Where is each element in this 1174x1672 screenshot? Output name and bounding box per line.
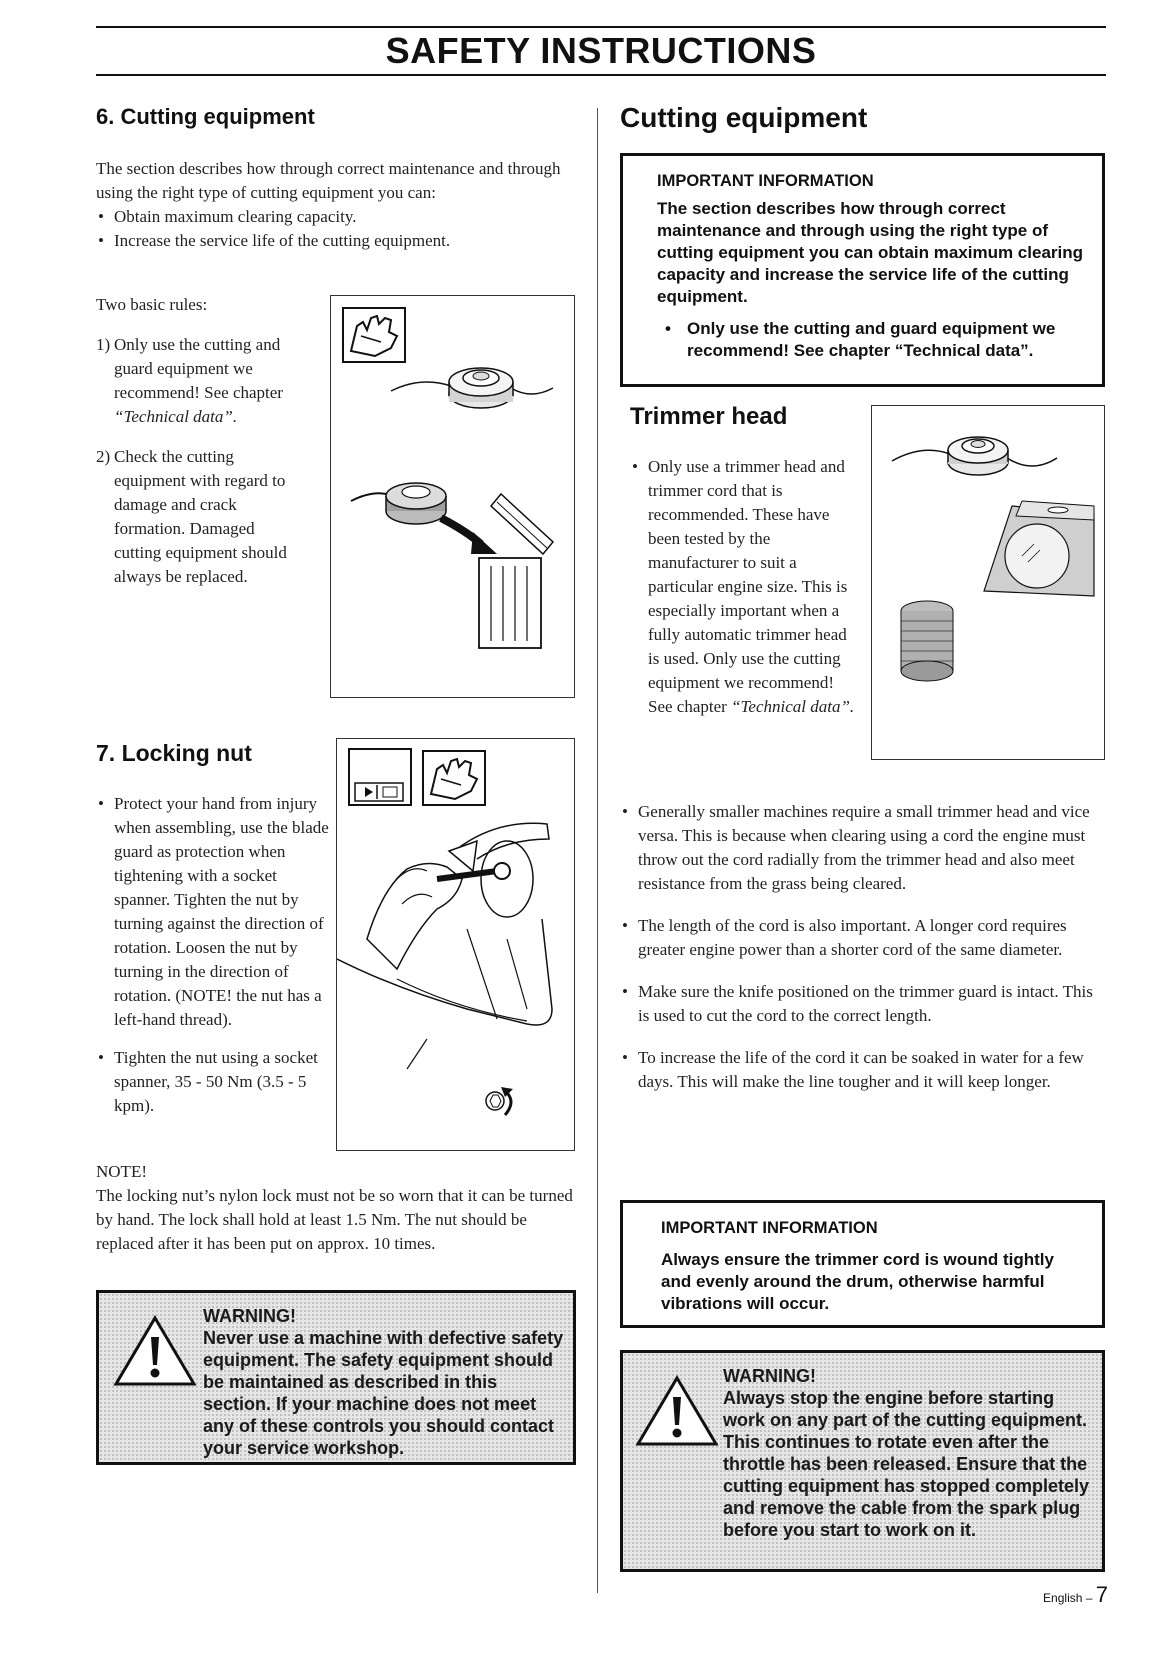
trimmer-bullets-block [620,800,1105,1094]
trimmer-head-icon [391,368,553,408]
warning-triangle-icon [113,1315,197,1387]
section-heading-trimmer-head: Trimmer head [630,403,788,430]
header-top-rule [96,26,1106,28]
rule-number: 2) [96,447,111,466]
warning-title: WARNING! [203,1306,296,1326]
list-item: • Make sure the knife positioned on the trimmer guard is intact. This is used to cut the cord to the correct length. [620,980,1105,1028]
trimmer-bullets [620,800,1105,1094]
warning-body: Always stop the engine before starting work on any part of the cutting equipment. This continues to rotate even after the throttle has been released. Ensure that the cutting equipment has stopped completely and remove the cable from the spark plug before you start to work on it. [723,1388,1090,1540]
list-item: • To increase the life of the cord it can be soaked in water for a few days. This will make the line tougher and it will keep longer. [620,1046,1105,1094]
info-text: The section describes how through correct maintenance and through using the right type of cutting equipment you can obtain maximum clearing capacity and increase the service life of the cutting equipment. [657,199,1084,306]
cutting-intro: The section describes how through correct maintenance and through using the right type of cutting equipment you can: [96,159,561,202]
basic-rules-block [96,293,296,605]
locking-bullets [96,792,331,1118]
info-text: Always ensure the trimmer cord is wound tightly and evenly around the drum, otherwise harmful vibrations will occur. [661,1250,1054,1313]
rules-list [96,333,296,589]
glove-icon [343,308,405,362]
page-number [1043,1582,1108,1608]
list-item [630,455,855,719]
trimmer-text: Only use a trimmer head and trimmer cord that is recommended. These have been tested by the manufacturer to suit a particular engine size. This is especially important when a fully automatic trimmer head is used. Only use the cutting equipment we recommend! See chapter [648,457,848,716]
list-item: • Protect your hand from injury when assembling, use the blade guard as protection when tightening with a socket spanner. Tighten the nut by turning against the direction of rotation. Loosen the nut by turning in the direction of rotation. (NOTE! the nut has a left-hand thread). [96,792,331,1032]
cutting-illustration [331,296,576,699]
note-text: The locking nut’s nylon lock must not be so worn that it can be turned by hand. The lock shall hold at least 1.5 Nm. The nut should be replaced after it has been put on approx. 10 times. [96,1186,573,1253]
list-item: • The length of the cord is also important. A longer cord requires greater engine power than a shorter cord of the same diameter. [620,914,1105,962]
important-info-box-2 [620,1200,1105,1328]
section-heading-cutting: 6. Cutting equipment [96,104,315,129]
page-title: SAFETY INSTRUCTIONS [385,30,817,71]
trimmer-head-figure [871,405,1105,760]
rule-text: Only use the cutting and guard equipment we recommend! See chapter [114,335,283,402]
nut-rotation-icon [486,1087,513,1115]
locking-nut-block [96,792,331,1118]
header-bottom-rule [96,74,1106,76]
list-item: • Obtain maximum clearing capacity. [96,205,571,229]
section-heading-cutting-right: Cutting equipment [620,102,868,133]
list-item: • Tighten the nut using a socket spanner, 35 - 50 Nm (3.5 - 5 kpm). [96,1046,331,1118]
trimmer-bullet-1-block [630,455,855,719]
worn-trimmer-head-icon [351,483,446,524]
trimmer-head-icon [892,437,1057,475]
info-title: IMPORTANT INFORMATION [657,172,874,190]
locking-nut-figure [336,738,575,1151]
cutting-bullets [96,205,571,253]
cutting-intro-block [96,157,571,253]
trash-bin-icon [479,494,553,648]
list-item: • Increase the service life of the cutting equipment. [96,229,571,253]
warning-triangle-icon [635,1375,719,1447]
info-title: IMPORTANT INFORMATION [661,1219,878,1237]
warning-text-right [723,1365,1098,1541]
trimmer-reference: “Technical data”. [731,697,855,716]
warning-box-left [96,1290,576,1465]
discard-arrow-icon [441,518,497,554]
footer-language: English [1043,1591,1083,1605]
warning-body: Never use a machine with defective safety equipment. The safety equipment should be maintained as described in this section. If your machine does not meet any of these controls you should contact your service workshop. [203,1328,564,1458]
rule-number: 1) [96,335,111,354]
footer-separator: – [1082,1591,1096,1605]
info-bullets [657,318,1086,362]
trimmer-products-illustration [872,406,1106,761]
list-item [96,445,296,589]
trimmer-first-bullet [630,455,855,719]
warning-title: WARNING! [723,1366,816,1386]
list-item [96,333,296,429]
cutting-equipment-figure [330,295,575,698]
cord-spool-icon [901,601,953,681]
section-heading-locking-nut: 7. Locking nut [96,740,252,766]
warning-text-left [203,1305,565,1459]
locking-note-block [96,1160,576,1256]
column-divider [597,108,598,1593]
cord-package-icon [984,501,1094,596]
control-panel-icon [349,749,411,805]
footer-page: 7 [1095,1582,1108,1607]
important-info-box-1 [620,153,1105,387]
rules-intro: Two basic rules: [96,295,208,314]
note-label: NOTE! [96,1162,147,1181]
list-item: • Only use the cutting and guard equipment we recommend! See chapter “Technical data”. [657,318,1086,362]
glove-icon [423,751,485,805]
rule-reference: “Technical data”. [114,407,238,426]
locking-nut-illustration [337,739,576,1152]
rule-text: Check the cutting equipment with regard to damage and crack formation. Damaged cutting equipment should always be replaced. [114,447,287,586]
hand-with-spanner-icon [367,863,510,969]
list-item: • Generally smaller machines require a small trimmer head and vice versa. This is because when clearing using a cord the engine must throw out the cord radially from the trimmer head and also meet resistance from the grass being cleared. [620,800,1105,896]
warning-box-right [620,1350,1105,1572]
